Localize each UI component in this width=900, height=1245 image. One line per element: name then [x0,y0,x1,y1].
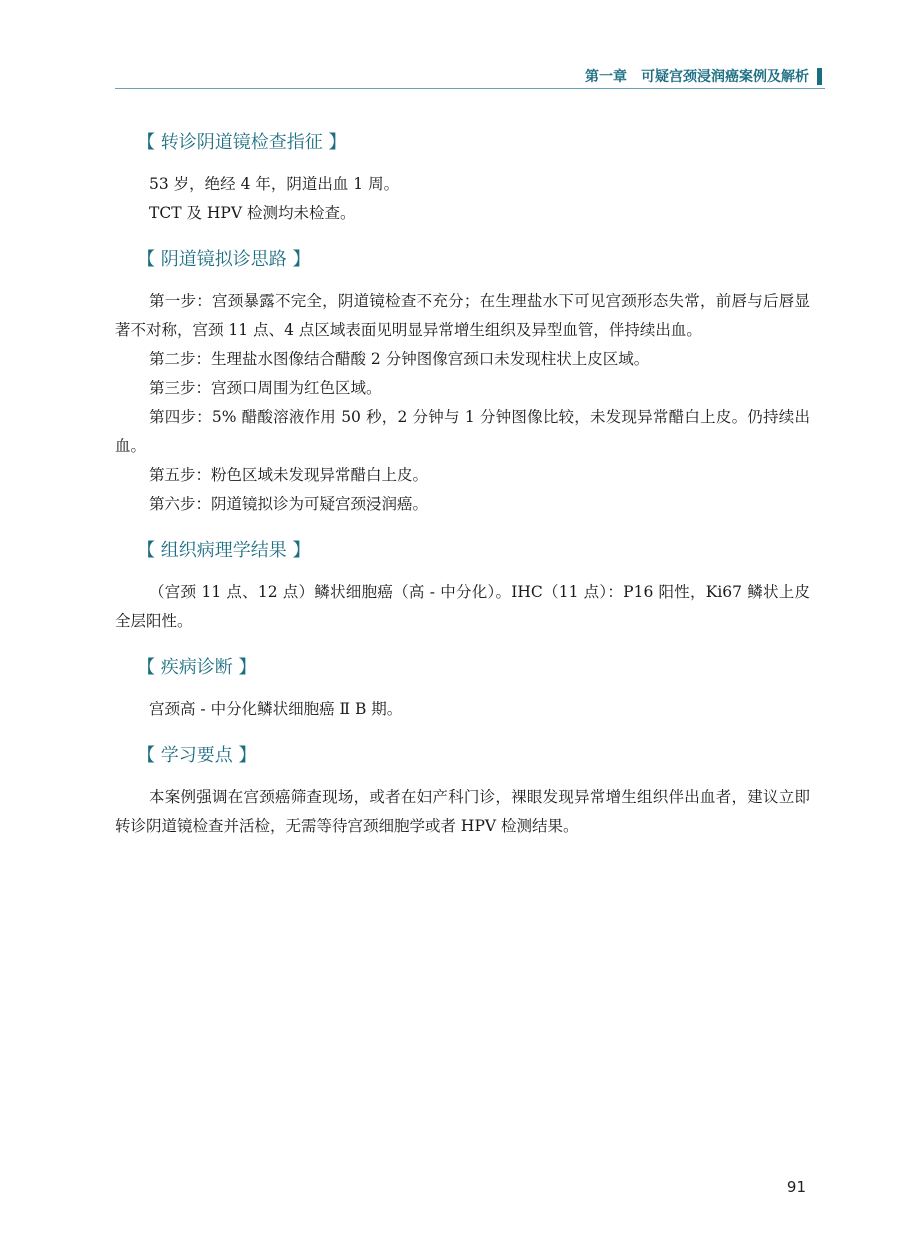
section-heading-learning-points: 【 学习要点 】 [137,745,257,766]
page-content [115,128,810,841]
chapter-title: 第一章 可疑宫颈浸润癌案例及解析 [585,69,809,85]
paragraph: 第六步：阴道镜拟诊为可疑宫颈浸润癌。 [149,495,429,513]
paragraph: （宫颈 11 点、12 点）鳞状细胞癌（高 - 中分化）。IHC（11 点）：P16 阳性，Ki67 鳞状上皮全层阳性。 [115,583,810,630]
paragraph: 宫颈高 - 中分化鳞状细胞癌 Ⅱ B 期。 [149,700,403,718]
paragraph: 53 岁，绝经 4 年，阴道出血 1 周。 [149,175,400,193]
section-heading-referral: 【 转诊阴道镜检查指征 】 [137,132,347,153]
header-marker-bar [817,68,822,85]
paragraph: 第四步：5% 醋酸溶液作用 50 秒，2 分钟与 1 分钟图像比较，未发现异常醋白上皮。仍持续出血。 [115,408,810,455]
page-number: 91 [786,1178,806,1196]
paragraph: 第二步：生理盐水图像结合醋酸 2 分钟图像宫颈口未发现柱状上皮区域。 [149,350,650,368]
section-heading-colposcopy-reasoning: 【 阴道镜拟诊思路 】 [137,249,311,270]
section-heading-histopathology: 【 组织病理学结果 】 [137,540,311,561]
paragraph: 第三步：宫颈口周围为红色区域。 [149,379,382,397]
paragraph: 第五步：粉色区域未发现异常醋白上皮。 [149,466,429,484]
paragraph: 第一步：宫颈暴露不完全，阴道镜检查不充分；在生理盐水下可见宫颈形态失常，前唇与后唇显著不对称，宫颈 11 点、4 点区域表面见明显异常增生组织及异型血管，伴持续出血。 [115,292,810,339]
running-header [115,56,825,89]
paragraph: 本案例强调在宫颈癌筛查现场，或者在妇产科门诊，裸眼发现异常增生组织伴出血者，建议立即转诊阴道镜检查并活检，无需等待宫颈细胞学或者 HPV 检测结果。 [115,788,810,835]
section-heading-diagnosis: 【 疾病诊断 】 [137,657,257,678]
paragraph: TCT 及 HPV 检测均未检查。 [149,204,356,222]
